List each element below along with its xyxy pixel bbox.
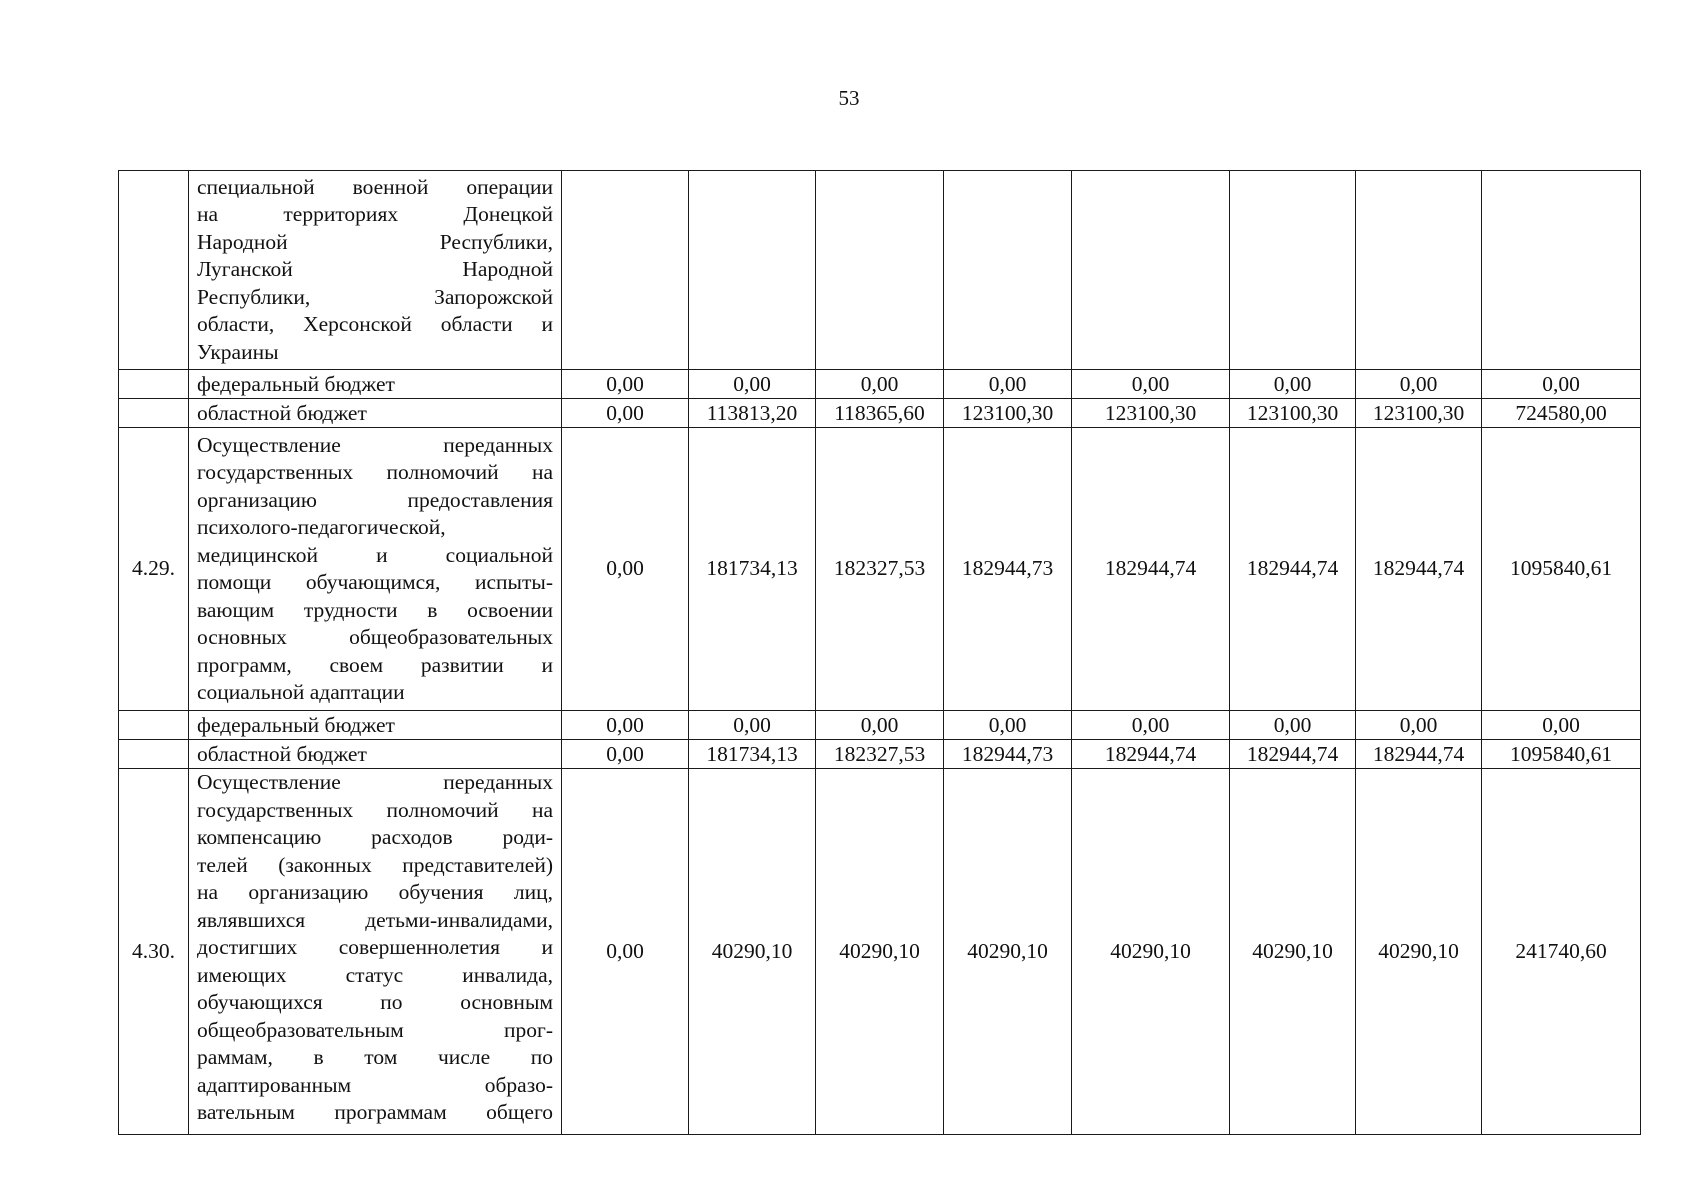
amount-cell: 0,00	[1072, 370, 1230, 399]
amount-cell: 182944,74	[1230, 740, 1356, 769]
amount-cell: 0,00	[944, 370, 1072, 399]
amount-cell	[1072, 171, 1230, 370]
description-line: раммам, в том числе по	[197, 1045, 553, 1069]
budget-source-label: областной бюджет	[189, 740, 562, 769]
description-line: Украины	[197, 339, 279, 364]
description-line: программ, своем развитии и	[197, 652, 553, 677]
amount-cell: 0,00	[562, 769, 689, 1135]
amount-cell	[816, 171, 944, 370]
amount-cell: 0,00	[689, 370, 816, 399]
amount-cell: 181734,13	[689, 428, 816, 711]
amount-cell: 40290,10	[944, 769, 1072, 1135]
description-line: Осуществление переданных	[197, 770, 553, 794]
amount-cell: 0,00	[1230, 711, 1356, 740]
amount-cell: 118365,60	[816, 399, 944, 428]
amount-cell: 113813,20	[689, 399, 816, 428]
amount-cell	[1356, 171, 1482, 370]
description-line: государственных полномочий на	[197, 460, 553, 484]
budget-source-label: областной бюджет	[189, 399, 562, 428]
row-number-cell	[119, 370, 189, 399]
description-line: организацию предоставления	[197, 487, 553, 512]
amount-cell: 182944,73	[944, 740, 1072, 769]
budget-subrow	[119, 711, 1641, 740]
description-line: государственных полномочий на	[197, 797, 553, 822]
amount-cell	[689, 171, 816, 370]
row-number-cell: 4.29.	[119, 428, 189, 711]
amount-cell: 123100,30	[1072, 399, 1230, 428]
table-body	[119, 171, 1641, 1135]
amount-cell	[1230, 171, 1356, 370]
description-line: на организацию обучения лиц,	[197, 880, 553, 904]
amount-cell: 0,00	[944, 711, 1072, 740]
amount-cell: 0,00	[1356, 711, 1482, 740]
amount-cell: 182944,74	[1230, 428, 1356, 711]
amount-cell: 0,00	[562, 370, 689, 399]
description-line: помощи обучающимся, испыты-	[197, 570, 553, 594]
description-line: компенсацию расходов роди-	[197, 825, 553, 849]
amount-cell: 182944,74	[1356, 428, 1482, 711]
amount-cell: 182944,74	[1072, 740, 1230, 769]
amount-cell: 1095840,61	[1482, 740, 1641, 769]
budget-source-label: федеральный бюджет	[189, 711, 562, 740]
table-row	[119, 171, 1641, 370]
amount-cell: 0,00	[562, 428, 689, 711]
budget-subrow	[119, 399, 1641, 428]
description-line: специальной военной операции	[197, 174, 553, 199]
amount-cell: 123100,30	[1230, 399, 1356, 428]
table-row	[119, 428, 1641, 711]
amount-cell: 0,00	[1482, 370, 1641, 399]
description-line: вающим трудности в освоении	[197, 597, 553, 622]
item-description	[189, 769, 562, 1135]
description-line: психолого-педагогической,	[197, 515, 446, 539]
description-line: на территориях Донецкой	[197, 202, 553, 227]
amount-cell: 123100,30	[1356, 399, 1482, 428]
description-line: области, Херсонской области и	[197, 312, 553, 337]
description-line: Народной Республики,	[197, 229, 553, 254]
amount-cell: 40290,10	[689, 769, 816, 1135]
amount-cell: 182944,74	[1356, 740, 1482, 769]
budget-table	[118, 170, 1641, 1135]
description-line: адаптированным образо-	[197, 1072, 553, 1097]
amount-cell: 182327,53	[816, 740, 944, 769]
description-line: являвшихся детьми-инвалидами,	[197, 907, 553, 932]
amount-cell: 0,00	[1072, 711, 1230, 740]
amount-cell: 0,00	[816, 711, 944, 740]
amount-cell: 123100,30	[944, 399, 1072, 428]
description-line: обучающихся по основным	[197, 990, 553, 1014]
row-number-cell	[119, 711, 189, 740]
budget-subrow	[119, 740, 1641, 769]
amount-cell: 241740,60	[1482, 769, 1641, 1135]
row-number-cell	[119, 740, 189, 769]
description-line: вательным программам общего	[197, 1100, 553, 1124]
amount-cell: 0,00	[1230, 370, 1356, 399]
description-line: социальной адаптации	[197, 680, 405, 704]
amount-cell: 182327,53	[816, 428, 944, 711]
amount-cell: 1095840,61	[1482, 428, 1641, 711]
description-line: общеобразовательным прог-	[197, 1017, 553, 1042]
amount-cell: 182944,73	[944, 428, 1072, 711]
row-number-cell	[119, 171, 189, 370]
description-line: Луганской Народной	[197, 257, 553, 282]
amount-cell: 40290,10	[1356, 769, 1482, 1135]
page-number: 53	[838, 86, 860, 110]
amount-cell: 40290,10	[1230, 769, 1356, 1135]
amount-cell: 0,00	[562, 711, 689, 740]
item-description	[189, 428, 562, 711]
amount-cell	[1482, 171, 1641, 370]
row-number-cell	[119, 399, 189, 428]
amount-cell: 724580,00	[1482, 399, 1641, 428]
amount-cell: 182944,74	[1072, 428, 1230, 711]
description-line: достигших совершеннолетия и	[197, 935, 553, 959]
budget-source-label: федеральный бюджет	[189, 370, 562, 399]
amount-cell: 0,00	[562, 399, 689, 428]
table-row	[119, 769, 1641, 1135]
row-number-cell: 4.30.	[119, 769, 189, 1135]
description-line: Республики, Запорожской	[197, 284, 553, 309]
description-line: Осуществление переданных	[197, 432, 553, 457]
description-line: основных общеобразовательных	[197, 625, 553, 649]
description-line: имеющих статус инвалида,	[197, 962, 553, 987]
amount-cell	[562, 171, 689, 370]
amount-cell: 0,00	[816, 370, 944, 399]
description-line: медицинской и социальной	[197, 542, 553, 567]
amount-cell: 0,00	[689, 711, 816, 740]
item-description	[189, 171, 562, 370]
amount-cell: 0,00	[1356, 370, 1482, 399]
amount-cell: 40290,10	[1072, 769, 1230, 1135]
budget-subrow	[119, 370, 1641, 399]
description-line: телей (законных представителей)	[197, 852, 553, 877]
amount-cell: 0,00	[1482, 711, 1641, 740]
amount-cell	[944, 171, 1072, 370]
amount-cell: 0,00	[562, 740, 689, 769]
amount-cell: 181734,13	[689, 740, 816, 769]
amount-cell: 40290,10	[816, 769, 944, 1135]
